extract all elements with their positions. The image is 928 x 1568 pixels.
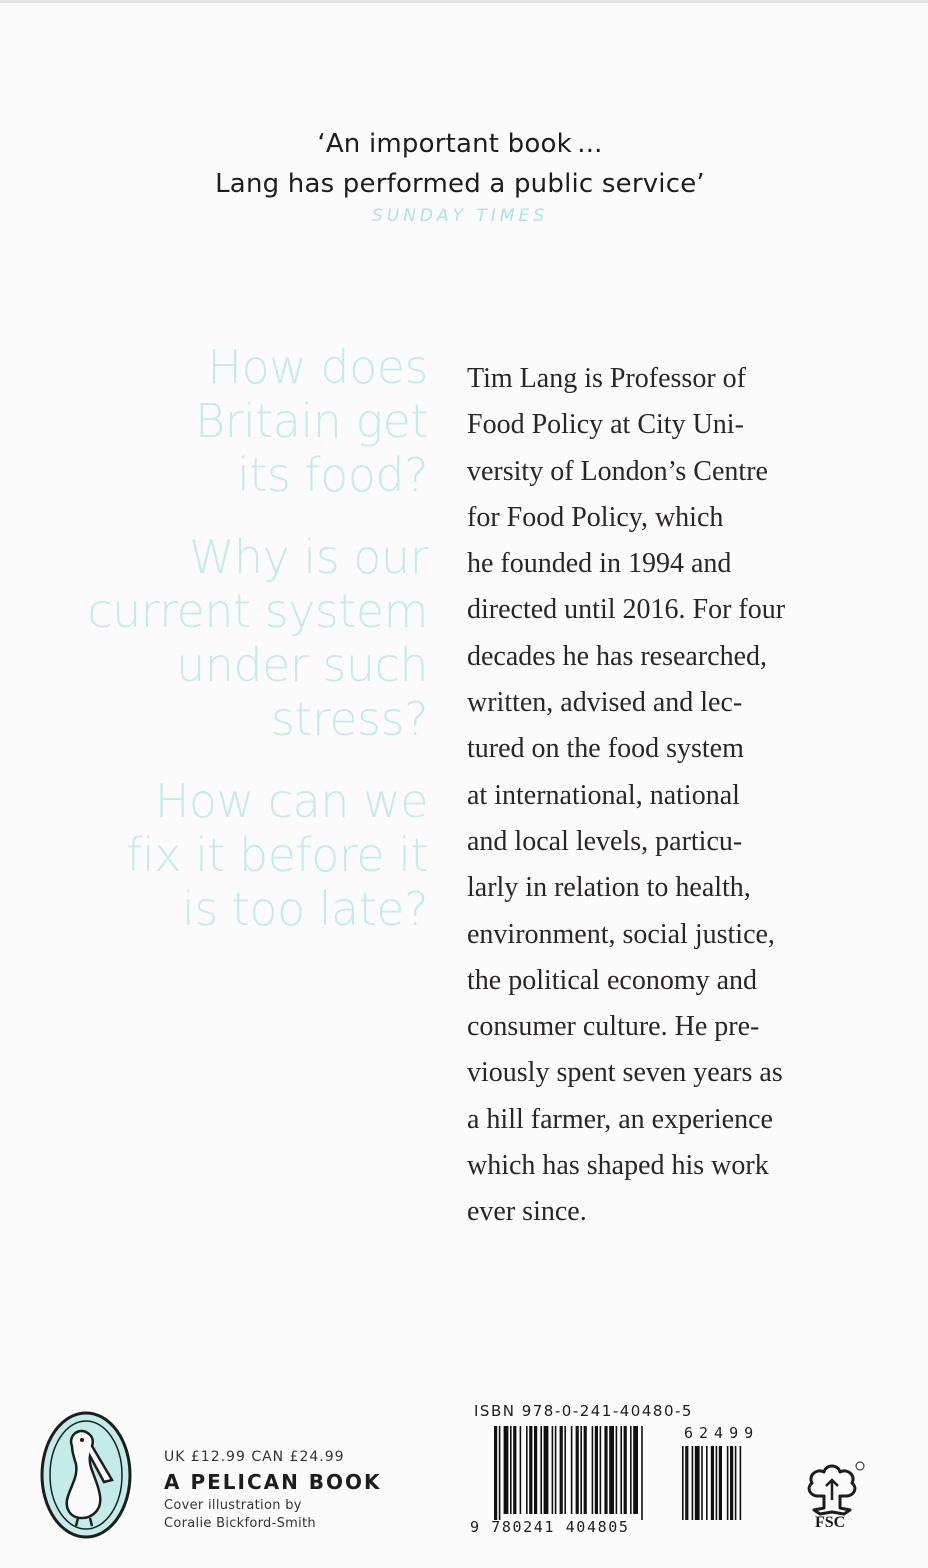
question-line: is too late?	[181, 882, 428, 936]
question-line: current system	[87, 584, 428, 638]
barcode-block	[470, 1402, 780, 1542]
bio-line: at international, national	[467, 779, 740, 811]
bio-line: decades he has researched,	[467, 640, 768, 672]
bio-line: a hill farmer, an experience	[467, 1103, 773, 1135]
question-3	[60, 774, 428, 936]
bio-line: written, advised and lec-	[467, 687, 743, 719]
question-line: its food?	[237, 448, 428, 502]
bio-line: larly in relation to health,	[467, 872, 751, 904]
question-2	[60, 530, 428, 746]
bio-line: which has shaped his work	[467, 1150, 769, 1182]
bio-line: viously spent seven years as	[467, 1057, 783, 1089]
bio-line: Tim Lang is Professor of	[467, 363, 746, 394]
cover-top-edge	[0, 0, 928, 3]
question-line: stress?	[270, 692, 428, 746]
cover-credit-line-1: Cover illustration by	[164, 1498, 302, 1513]
fsc-label: FSC	[815, 1514, 846, 1531]
bio-line: tured on the food system	[467, 733, 744, 765]
quote-source: SUNDAY TIMES	[371, 206, 549, 226]
question-line: Why is our	[188, 530, 428, 584]
bio-line: Food Policy at City Uni-	[467, 409, 744, 441]
bio-line: ever since.	[467, 1196, 587, 1228]
imprint-block	[164, 1447, 382, 1533]
pelican-logo-icon	[38, 1410, 134, 1540]
bio-line: for Food Policy, which	[467, 501, 724, 533]
bio-line: versity of London’s Centre	[467, 455, 768, 487]
question-1	[60, 340, 428, 502]
cover-credit-line-2: Coralie Bickford-Smith	[164, 1516, 316, 1531]
author-bio	[467, 356, 827, 1236]
question-line: under such	[176, 638, 428, 692]
bio-line: he founded in 1994 and	[467, 548, 732, 580]
bio-line: consumer culture. He pre-	[467, 1011, 760, 1043]
quote-line-2: Lang has performed a public service’	[215, 169, 705, 199]
question-line: How does	[207, 340, 428, 394]
bio-line: and local levels, particu-	[467, 825, 743, 857]
barcode-addon-digits: 62499	[684, 1424, 760, 1442]
quote-line-1: ‘An important book ...	[317, 129, 603, 159]
price: UK £12.99 CAN £24.99	[164, 1449, 345, 1465]
bio-line: the political economy and	[467, 964, 758, 996]
question-line: fix it before it	[126, 828, 428, 882]
question-line: How can we	[154, 774, 428, 828]
barcode-digits: 9 780241 404805	[470, 1518, 630, 1536]
review-quote	[160, 124, 760, 226]
bio-line: directed until 2016. For four	[467, 594, 786, 626]
bio-line: environment, social justice,	[467, 918, 775, 950]
isbn-label: ISBN 978-0-241-40480-5	[474, 1402, 693, 1420]
series-name: A PELICAN BOOK	[164, 1470, 382, 1494]
question-line: Britain get	[194, 394, 428, 448]
questions-column	[60, 340, 428, 964]
